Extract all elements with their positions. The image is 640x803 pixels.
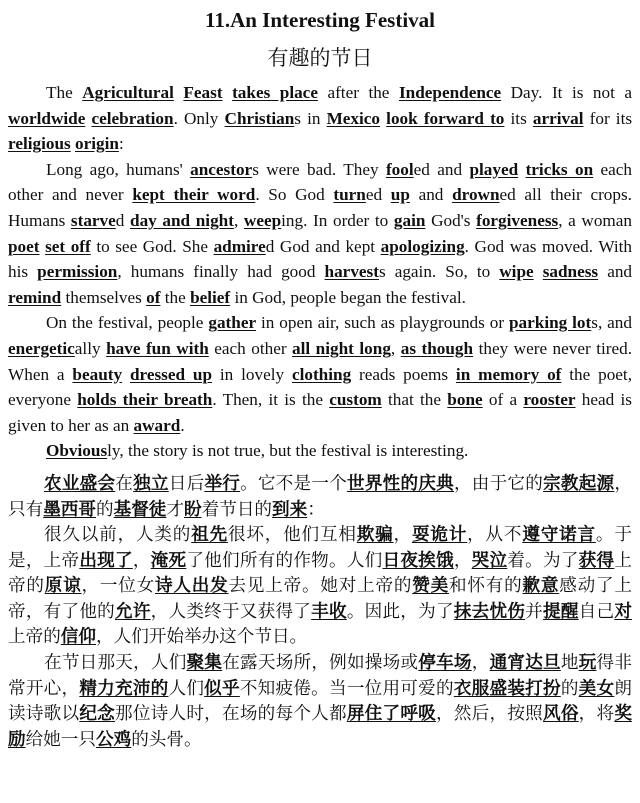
text-run: . God was moved. With his xyxy=(8,236,632,282)
underlined-term: of xyxy=(146,287,161,307)
underlined-term: fool xyxy=(385,159,414,179)
text-run: each other xyxy=(208,338,293,358)
underlined-term: 欺骗 xyxy=(356,525,394,546)
underlined-term: 丰收 xyxy=(311,601,347,622)
text-run: the xyxy=(160,287,191,307)
underlined-term: remind xyxy=(8,287,62,307)
underlined-term: Feast xyxy=(183,83,223,102)
underlined-term: all night long xyxy=(292,338,391,358)
text-run: 着节日的 xyxy=(201,499,273,520)
underlined-term: 似乎 xyxy=(204,678,240,699)
underlined-term: 哭泣 xyxy=(471,550,508,571)
underlined-term: day and night xyxy=(130,210,234,230)
text-run: 在露天场所，例如操场或 xyxy=(222,653,419,674)
text-run: in God, people began the festival. xyxy=(230,287,466,307)
underlined-term: Agricultural xyxy=(82,83,174,102)
underlined-term: Christian xyxy=(224,108,295,128)
underlined-term: Obvious xyxy=(46,441,108,461)
underlined-term: dressed up xyxy=(129,364,213,384)
text-run: 的 xyxy=(96,499,114,520)
underlined-term: 农业盛会 xyxy=(44,473,116,494)
text-run: . xyxy=(180,415,185,435)
underlined-term: permission xyxy=(37,262,118,282)
underlined-term: up xyxy=(390,185,410,205)
text-run: 很坏，他们互相 xyxy=(227,525,357,546)
underlined-term: 赞美 xyxy=(412,576,449,597)
text-run: 着。为了 xyxy=(507,550,579,571)
text-run: 并 xyxy=(525,601,543,622)
text-run: s again. So, to xyxy=(378,262,500,282)
text-run: ally xyxy=(74,338,107,358)
text-run: ed all their crops. Humans xyxy=(8,185,632,230)
underlined-term: religious xyxy=(8,134,71,154)
underlined-term: 耍诡计 xyxy=(411,525,468,546)
text-run xyxy=(174,83,184,102)
english-paragraph xyxy=(8,157,632,311)
underlined-term: look forward to xyxy=(386,108,505,128)
text-run: 了他们所有的作物。人们 xyxy=(186,550,383,571)
underlined-term: origin xyxy=(75,134,119,154)
underlined-term: ancestor xyxy=(190,159,253,179)
underlined-term: 玩 xyxy=(578,653,597,674)
text-run: ，一位女 xyxy=(81,576,155,597)
underlined-term: award xyxy=(133,415,181,435)
text-run: after the xyxy=(317,83,399,102)
underlined-term: 屏住了呼吸 xyxy=(346,704,436,725)
underlined-term: worldwide xyxy=(8,108,86,128)
text-run: ： xyxy=(307,499,325,520)
underlined-term: 纪念 xyxy=(79,704,115,725)
underlined-term: 歉意 xyxy=(522,576,560,597)
underlined-term: 美女 xyxy=(578,678,615,699)
underlined-term: energetic xyxy=(8,338,75,358)
underlined-term: parking lot xyxy=(508,313,592,333)
underlined-term: 提醒 xyxy=(542,601,579,622)
text-run: 那位诗人时，在场的每个人都 xyxy=(115,704,347,725)
text-run: Long ago, humans' xyxy=(46,159,191,179)
underlined-term: takes place xyxy=(232,83,318,102)
underlined-term: tricks on xyxy=(525,159,594,179)
underlined-term: wipe xyxy=(499,262,534,282)
text-run: 很久以前，人类的 xyxy=(44,525,192,546)
underlined-term: 精力充沛的 xyxy=(79,678,169,699)
text-run: 。于是，上帝 xyxy=(8,525,632,571)
text-run: ， xyxy=(453,550,472,571)
text-run: that the xyxy=(381,390,448,410)
underlined-term: forgiveness xyxy=(476,210,559,230)
underlined-term: 聚集 xyxy=(186,653,223,674)
underlined-term: 到来 xyxy=(272,499,308,520)
chinese-paragraph xyxy=(8,523,632,651)
text-run: s were bad. They xyxy=(252,159,386,179)
underlined-term: 奖励 xyxy=(8,704,632,750)
underlined-term: 出现了 xyxy=(79,550,133,571)
text-run: ， xyxy=(132,550,151,571)
chinese-paragraph xyxy=(8,651,632,753)
underlined-term: 墨西哥 xyxy=(43,499,96,520)
text-run: : xyxy=(118,134,124,154)
text-run: head is given to her as an xyxy=(8,390,632,435)
underlined-term: 盛装打扮 xyxy=(489,678,561,699)
underlined-term: harvest xyxy=(324,262,379,282)
text-run: 给她一只 xyxy=(25,729,96,750)
underlined-term: 独立 xyxy=(133,473,169,494)
text-run: they were never tired. When a xyxy=(8,338,633,384)
text-run xyxy=(518,160,525,179)
text-run: each other and never xyxy=(8,159,632,205)
underlined-term: 盼 xyxy=(184,499,202,520)
text-run: s in xyxy=(294,108,327,128)
underlined-term: 允许 xyxy=(114,601,151,622)
underlined-term: 风俗 xyxy=(543,704,579,725)
underlined-term: 衣服 xyxy=(453,678,490,699)
text-run: 上帝的 xyxy=(8,550,632,597)
underlined-term: apologizing xyxy=(380,236,465,256)
text-run: d God and kept xyxy=(265,236,381,256)
text-run: 才 xyxy=(166,499,185,520)
text-run: , humans finally had good xyxy=(117,262,325,282)
text-run: ，从不 xyxy=(467,525,523,546)
text-run: in lovely xyxy=(212,364,292,384)
text-run: 。它不是一个 xyxy=(240,473,348,494)
text-run: 感动了上帝，有了他的 xyxy=(8,576,632,622)
underlined-term: bone xyxy=(447,390,483,410)
text-run: ed xyxy=(365,185,391,205)
underlined-term: Mexico xyxy=(326,108,381,128)
underlined-term: 原谅 xyxy=(44,576,82,597)
underlined-term: arrival xyxy=(532,108,584,128)
text-run: 日后 xyxy=(168,473,205,494)
underlined-term: rooster xyxy=(523,390,576,410)
text-run: ed and xyxy=(413,159,470,179)
text-run: Day. It is not a xyxy=(501,83,633,102)
text-run: . Only xyxy=(173,108,225,128)
underlined-term: sadness xyxy=(542,262,599,282)
text-run: in open air, such as playgrounds or xyxy=(256,313,509,333)
page-subtitle: 有趣的节日 xyxy=(267,46,373,70)
text-run: s, and xyxy=(591,313,632,333)
text-run: , a woman xyxy=(558,210,633,230)
underlined-term: 祖先 xyxy=(191,525,228,546)
text-run: ，只有 xyxy=(8,473,632,520)
text-run: ，然后，按照 xyxy=(436,704,543,725)
text-run: 的 xyxy=(560,678,579,699)
text-run: ing. In order to xyxy=(281,210,394,230)
text-run: 不知疲倦。当一位用可爱的 xyxy=(239,678,454,699)
underlined-term: clothing xyxy=(291,364,352,384)
underlined-term: as though xyxy=(400,338,474,358)
text-run: God's xyxy=(425,210,477,230)
text-run: 。因此，为了 xyxy=(346,601,454,622)
text-run: 去见上帝。她对上帝的 xyxy=(228,576,413,597)
underlined-term: gather xyxy=(208,313,257,333)
text-run: . So God xyxy=(255,185,334,205)
underlined-term: turn xyxy=(333,185,366,205)
text-run xyxy=(223,83,233,102)
underlined-term: 遵守诺言 xyxy=(522,525,596,546)
text-run: of a xyxy=(482,390,524,410)
text-run: ，将 xyxy=(578,704,615,725)
text-run: ly, the story is not true, but the festival is interesting. xyxy=(107,441,469,461)
text-run: themselves xyxy=(61,287,147,307)
underlined-term: belief xyxy=(190,287,231,307)
underlined-term: 抹去 xyxy=(453,601,490,622)
underlined-term: 宗教起源 xyxy=(543,473,615,494)
chinese-paragraph xyxy=(8,472,632,523)
underlined-term: poet xyxy=(8,236,40,256)
text-run: 上帝的 xyxy=(8,627,61,648)
underlined-term: Independence xyxy=(398,83,502,102)
text-run: . Then, it is the xyxy=(212,390,330,410)
underlined-term: drown xyxy=(452,185,500,205)
text-run: its xyxy=(504,108,533,128)
underlined-term: beauty xyxy=(72,364,123,384)
underlined-term: custom xyxy=(329,390,382,410)
underlined-term: weep xyxy=(243,210,282,230)
underlined-term: holds their breath xyxy=(77,390,213,410)
text-run: 地 xyxy=(560,653,579,674)
underlined-term: kept their word xyxy=(132,185,256,205)
text-run: 人们 xyxy=(168,678,205,699)
text-run: ，人类终于又获得了 xyxy=(150,601,312,622)
underlined-term: 公鸡 xyxy=(96,729,132,750)
underlined-term: played xyxy=(469,159,519,179)
text-run: ， xyxy=(393,525,412,546)
text-run: On the festival, people xyxy=(46,313,209,333)
text-run: 朗读诗歌以 xyxy=(8,678,632,725)
underlined-term: 停车场 xyxy=(418,653,472,674)
english-text xyxy=(8,80,632,464)
text-run xyxy=(122,365,130,384)
text-run: reads poems xyxy=(351,364,456,384)
text-run xyxy=(534,262,543,281)
text-run: 得非常开心， xyxy=(8,653,632,699)
text-run: 在节日那天，人们 xyxy=(44,653,187,674)
underlined-term: 获得 xyxy=(578,550,615,571)
text-run: , xyxy=(233,210,244,230)
text-run: 的头骨。 xyxy=(131,729,202,750)
underlined-term: 举行 xyxy=(204,473,241,494)
text-run: to see God. She xyxy=(90,236,214,256)
underlined-term: in memory of xyxy=(455,364,562,384)
text-run: for its xyxy=(583,108,633,128)
underlined-term: 通宵达旦 xyxy=(489,653,561,674)
english-paragraph xyxy=(8,310,632,438)
text-run: and xyxy=(409,185,453,205)
text-run: and xyxy=(598,262,633,282)
underlined-term: 诗人 xyxy=(155,576,192,597)
text-run: 和怀有的 xyxy=(448,576,523,597)
english-paragraph xyxy=(8,80,632,157)
text-run: , xyxy=(390,338,401,358)
text-run: d xyxy=(115,210,131,230)
text-run: 自己 xyxy=(578,601,615,622)
text-run: 在 xyxy=(115,473,134,494)
text-run: ，由于它的 xyxy=(453,473,544,494)
text-run: ，人们开始举办这个节日。 xyxy=(96,627,308,648)
underlined-term: 日夜挨饿 xyxy=(382,550,454,571)
underlined-term: starve xyxy=(70,210,116,230)
underlined-term: 忧伤 xyxy=(489,601,526,622)
text-run: ， xyxy=(471,653,490,674)
underlined-term: 世界性的庆典 xyxy=(347,473,454,494)
underlined-term: set off xyxy=(45,236,91,256)
underlined-term: celebration xyxy=(91,108,174,128)
page-title: 11.An Interesting Festival xyxy=(204,8,436,32)
underlined-term: 出发 xyxy=(191,576,229,597)
underlined-term: have fun with xyxy=(106,338,209,358)
underlined-term: 淹死 xyxy=(150,550,187,571)
text-run: The xyxy=(46,83,83,102)
underlined-term: 对 xyxy=(614,601,632,622)
underlined-term: gain xyxy=(393,210,426,230)
underlined-term: 信仰 xyxy=(60,627,96,648)
text-run: the poet, everyone xyxy=(8,364,633,410)
english-paragraph xyxy=(8,438,632,464)
underlined-term: admire xyxy=(213,236,266,256)
chinese-text xyxy=(8,472,632,754)
underlined-term: 基督徒 xyxy=(113,499,167,520)
